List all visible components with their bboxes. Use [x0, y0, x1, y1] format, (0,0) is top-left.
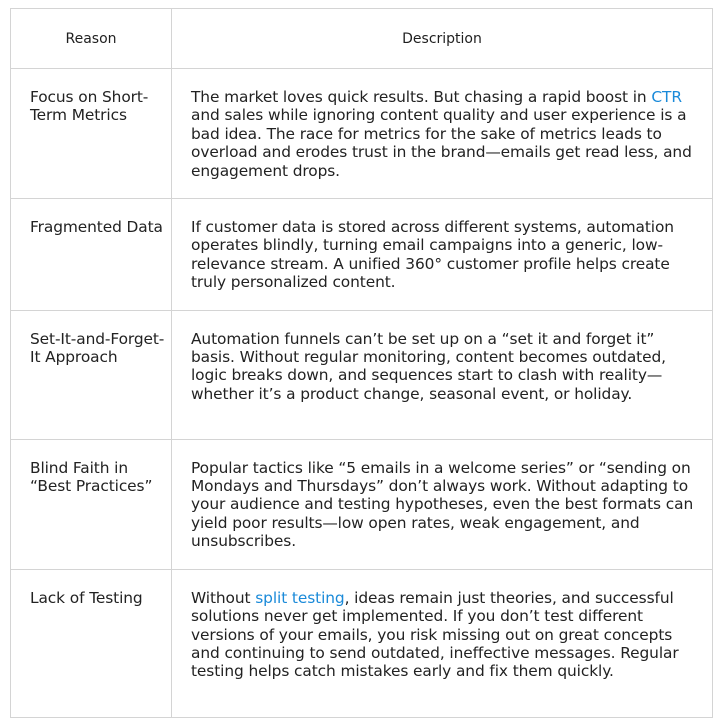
description-text: Without — [191, 588, 256, 607]
content-area — [10, 8, 712, 718]
description-text: The market loves quick results. But chasing a rapid boost in — [191, 88, 652, 106]
header-reason: Reason — [11, 9, 172, 69]
reason-cell: Fragmented Data — [11, 199, 172, 311]
ctr-link[interactable]: CTR — [651, 88, 682, 106]
table-header-row — [11, 9, 713, 69]
reason-cell: Focus on Short-Term Metrics — [11, 69, 172, 199]
table-row — [11, 569, 713, 717]
description-cell — [172, 69, 713, 199]
split-testing-link[interactable]: split testing — [255, 588, 345, 607]
reason-cell: Set-It-and-Forget-It Approach — [11, 310, 172, 439]
header-description: Description — [172, 9, 713, 69]
description-text: , ideas remain just theories, and successful solutions never get implemented. If you don’t test different versions of your emails, you risk missing out on great concepts and continuing to send outdated, ineffective messages. Regular testing helps catch mistakes early and fix them quickly. — [191, 588, 679, 681]
description-text: and sales while ignoring content quality and user experience is a bad idea. The race for metrics for the sake of metrics leads to overload and erodes trust in the brand—emails get read less, and engagement drops. — [191, 106, 692, 180]
reason-cell: Blind Faith in “Best Practices” — [11, 439, 172, 569]
description-cell: Popular tactics like “5 emails in a welcome series” or “sending on Mondays and Thursdays” don’t always work. Without adapting to your audience and testing hypotheses, even the best formats can yield poor results—low open rates, weak engagement, and unsubscribes. — [172, 439, 713, 569]
table-row — [11, 310, 713, 439]
table-row — [11, 69, 713, 199]
reason-cell: Lack of Testing — [11, 569, 172, 717]
table-row — [11, 199, 713, 311]
table-row — [11, 439, 713, 569]
reasons-table — [10, 8, 713, 718]
description-cell — [172, 569, 713, 717]
description-cell: If customer data is stored across different systems, automation operates blindly, turning email campaigns into a generic, low-relevance stream. A unified 360° customer profile helps create truly personalized content. — [172, 199, 713, 311]
description-cell: Automation funnels can’t be set up on a “set it and forget it” basis. Without regular monitoring, content becomes outdated, logic breaks down, and sequences start to clash with reality—whether it’s a product change, seasonal event, or holiday. — [172, 310, 713, 439]
